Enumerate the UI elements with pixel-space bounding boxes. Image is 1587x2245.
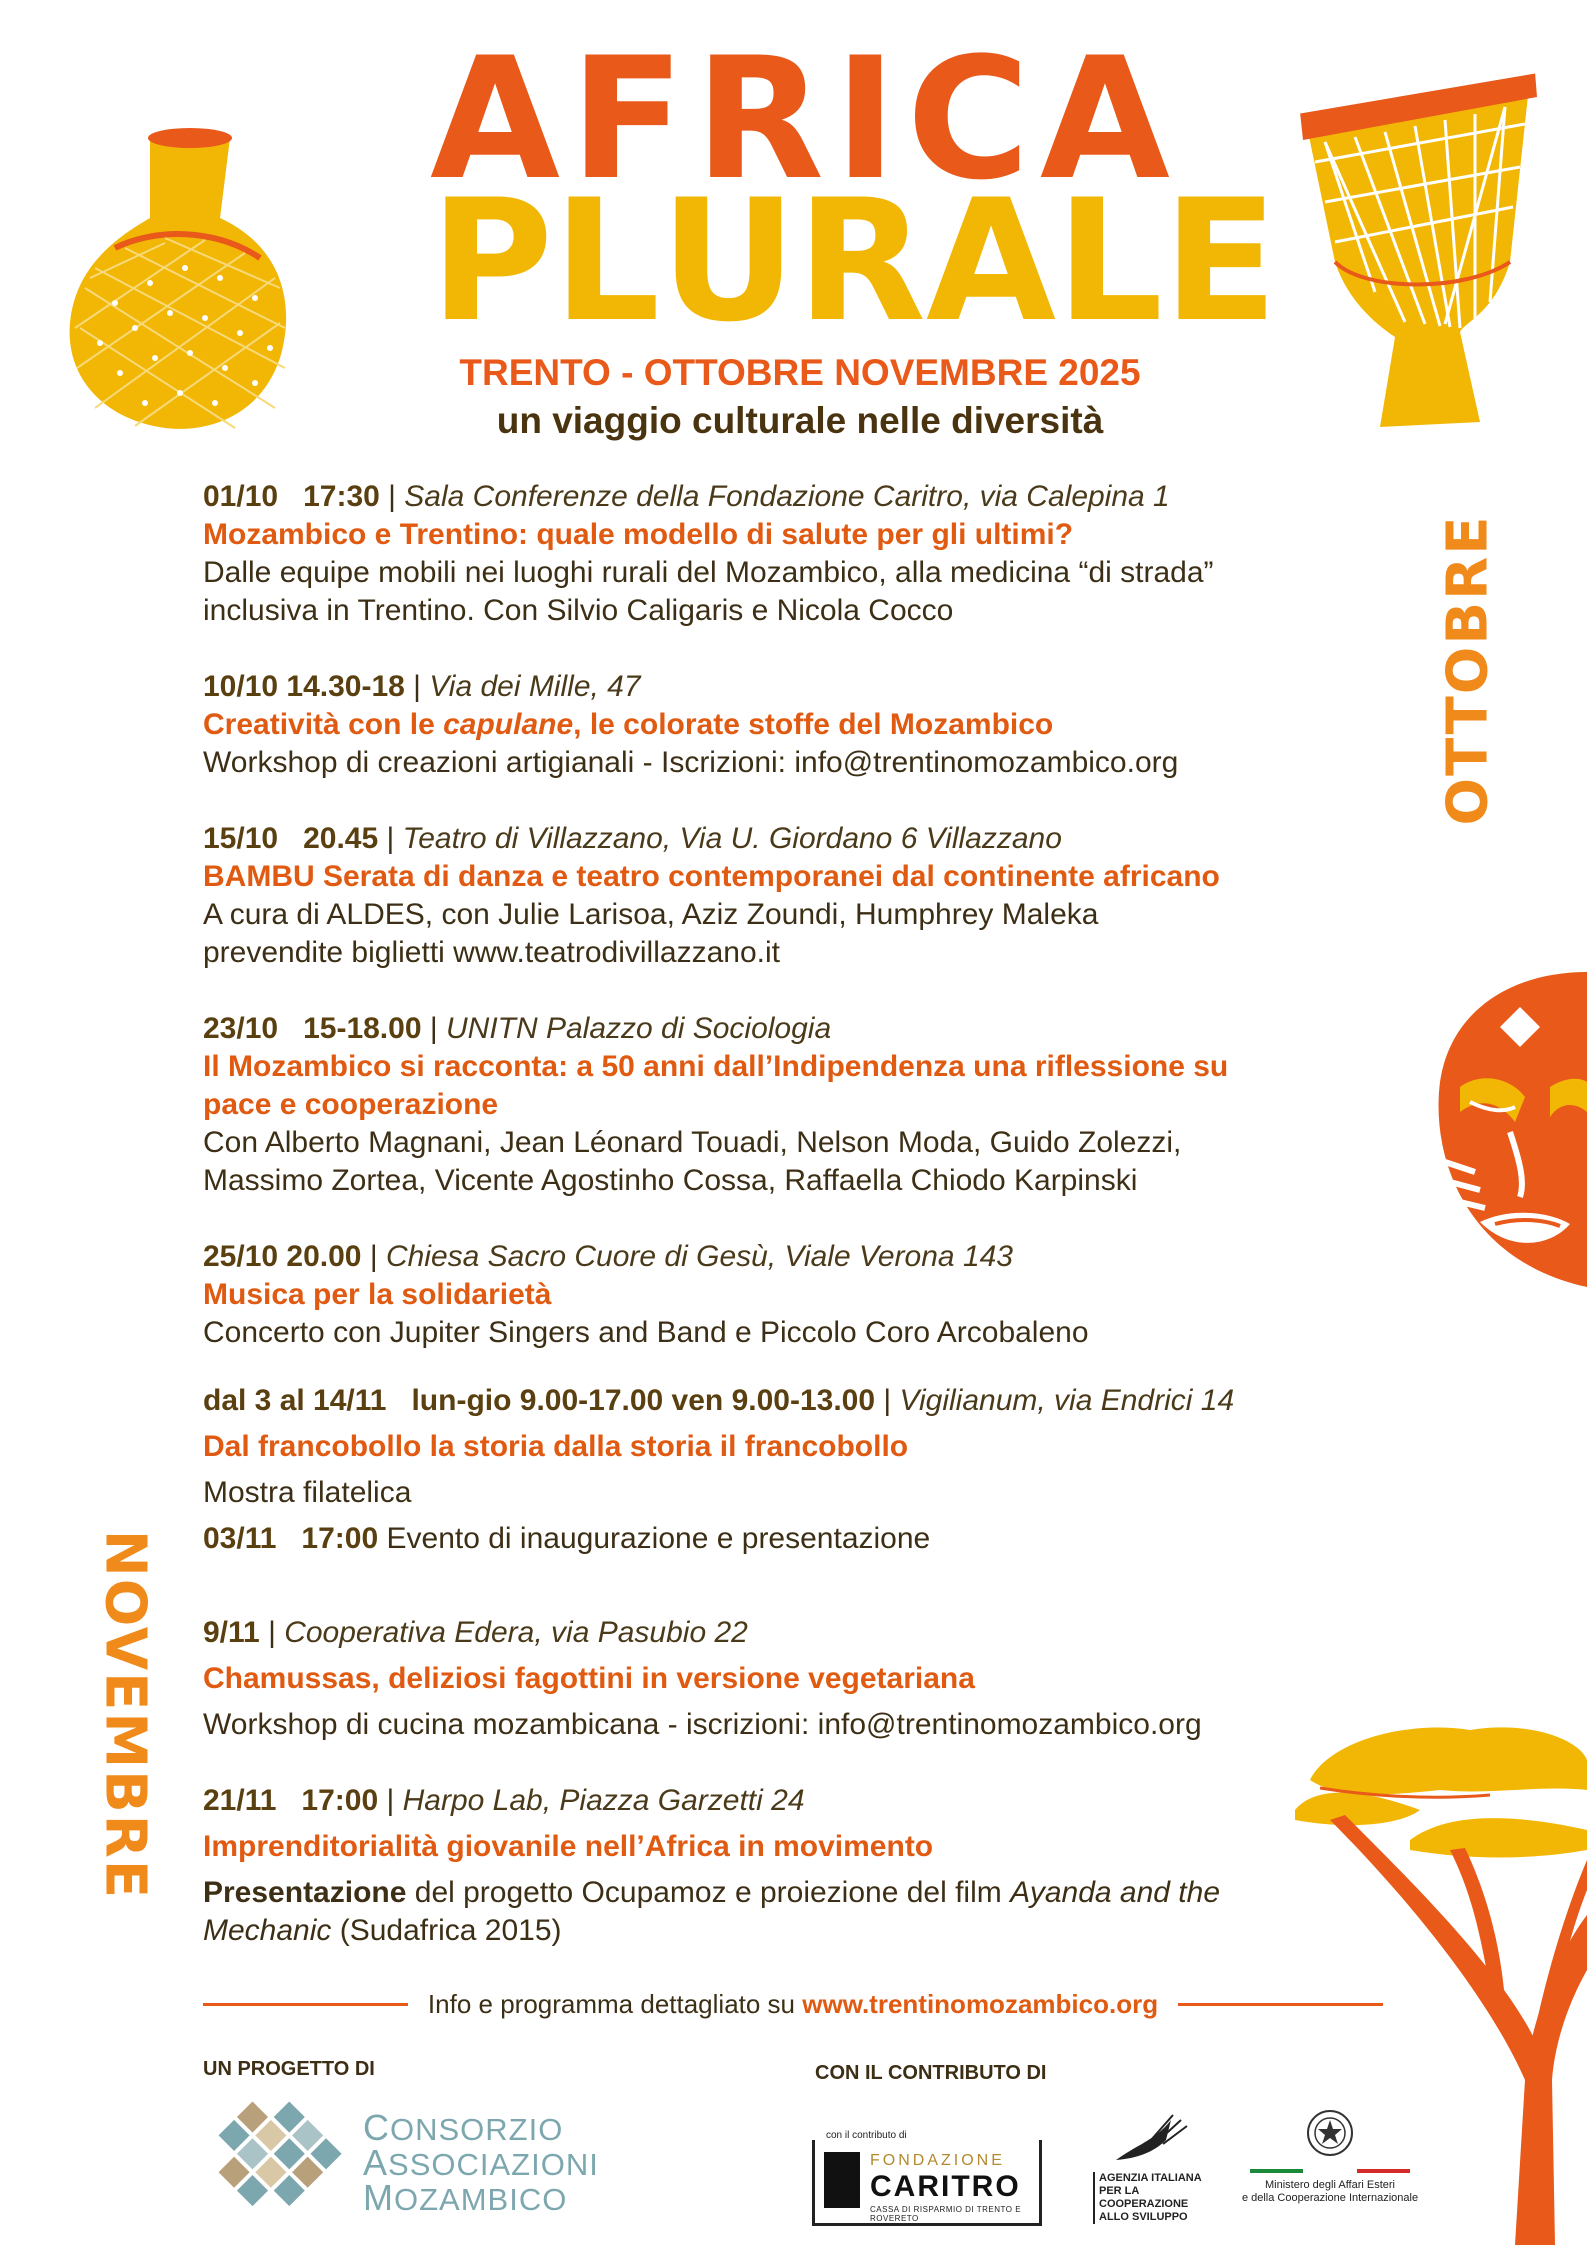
event-item <box>203 820 1393 972</box>
maeci-logo <box>1240 2108 1420 2228</box>
event-item <box>203 1382 1393 1558</box>
title-letter: A <box>926 163 1057 359</box>
caritro-caption: con il contributo di <box>822 2130 911 2141</box>
caritro-fondazione: FONDAZIONE <box>870 2152 1005 2169</box>
info-link[interactable]: www.trentinomozambico.org <box>802 1989 1159 2019</box>
caritro-emblem-icon <box>824 2152 860 2208</box>
title-letter: R <box>694 21 825 217</box>
title-letter: L <box>553 163 661 359</box>
italian-emblem-icon <box>1305 2108 1355 2158</box>
event-title: Musica per la solidarietà <box>203 1278 552 1311</box>
consorzio-rest: OZAMBICO <box>394 2181 568 2217</box>
event-desc-line: Mostra filatelica <box>203 1476 412 1509</box>
event-meta: 01/10 17:30 | Sala Conferenze della Fondazione Caritro, via Calepina 1 <box>203 480 1170 513</box>
title-letter: E <box>1163 163 1278 359</box>
event-desc-part: del progetto Ocupamoz e proiezione del film <box>406 1876 1011 1909</box>
event-meta: 23/10 15-18.00 | UNITN Palazzo di Sociologia <box>203 1012 832 1045</box>
title-plurale <box>430 163 1278 359</box>
title-letter: P <box>430 163 554 359</box>
event-when: 15/10 20.45 <box>203 822 379 855</box>
consorzio-cap: A <box>363 2141 389 2183</box>
event-title-part: , le colorate stoffe del Mozambico <box>573 708 1054 741</box>
event-desc-emphasis: Ayanda and the <box>1010 1876 1221 1909</box>
consorzio-logo <box>203 2098 599 2228</box>
event-when: 25/10 20.00 <box>203 1240 362 1273</box>
caritro-subtitle: CASSA DI RISPARMIO DI TRENTO E ROVERETO <box>870 2205 1022 2223</box>
title-letter: U <box>660 163 797 359</box>
event-place: Harpo Lab, Piazza Garzetti 24 <box>402 1784 805 1817</box>
djembe-drum-illustration <box>1285 62 1550 432</box>
event-meta: dal 3 al 14/11 lun-gio 9.00-17.00 ven 9.00-13.00 | Vigilianum, via Endrici 14 <box>203 1384 1235 1417</box>
label-project-by: UN PROGETTO DI <box>203 2058 375 2080</box>
event-item <box>203 1238 1393 1352</box>
title-letter: L <box>1056 163 1164 359</box>
event-desc-line: prevendite biglietti www.teatrodivillazzano.it <box>203 936 780 969</box>
event-title-line: Il Mozambico si racconta: a 50 anni dall’Indipendenza una riflessione su <box>203 1050 1229 1083</box>
subtitle-dates: TRENTO - OTTOBRE NOVEMBRE 2025 <box>459 352 1141 393</box>
event-desc-line: Concerto con Jupiter Singers and Band e Piccolo Coro Arcobaleno <box>203 1316 1089 1349</box>
event-title <box>203 706 1393 744</box>
event-item <box>203 668 1393 782</box>
italian-flag-stripe <box>1250 2169 1410 2173</box>
event-when: 21/11 17:00 <box>203 1784 379 1817</box>
event-when: 23/10 15-18.00 <box>203 1012 422 1045</box>
event-title: Imprenditorialità giovanile nell’Africa in movimento <box>203 1830 934 1863</box>
subtitle-tagline: un viaggio culturale nelle diversità <box>496 400 1104 441</box>
consorzio-rest: SSOCIAZIONI <box>388 2146 599 2182</box>
event-desc-line: Workshop di creazioni artigianali - Iscrizioni: info@trentinomozambico.org <box>203 746 1179 779</box>
event-place: UNITN Palazzo di Sociologia <box>445 1012 832 1045</box>
event-when: 10/10 14.30-18 <box>203 670 405 703</box>
dove-icon <box>1111 2110 1191 2170</box>
event-item <box>203 1614 1393 1744</box>
event-when: dal 3 al 14/11 lun-gio 9.00-17.00 ven 9.00-13.00 <box>203 1384 876 1417</box>
maeci-text <box>1240 2179 1420 2205</box>
event-subitem <box>203 1520 1393 1558</box>
event-desc-line: Dalle equipe mobili nei luoghi rurali del Mozambico, alla medicina “di strada” <box>203 556 1214 589</box>
caritro-name: CARITRO <box>870 2170 1021 2203</box>
title-block <box>430 21 1278 442</box>
event-title-part: Creatività con le <box>203 708 444 741</box>
event-title-line: pace e cooperazione <box>203 1088 499 1121</box>
event-when: 01/10 17:30 <box>203 480 380 513</box>
event-item <box>203 1010 1393 1200</box>
event-meta: 21/11 17:00 | Harpo Lab, Piazza Garzetti 24 <box>203 1784 805 1817</box>
gourd-illustration <box>55 108 295 438</box>
event-desc-part: (Sudafrica 2015) <box>331 1914 562 1947</box>
aics-line: PER LA COOPERAZIONE <box>1099 2185 1189 2210</box>
event-desc-line: A cura di ALDES, con Julie Larisoa, Aziz Zoundi, Humphrey Maleka <box>203 898 1099 931</box>
event-title: Mozambico e Trentino: quale modello di salute per gli ultimi? <box>203 518 1074 551</box>
info-text <box>408 1989 1178 2020</box>
event-meta: 15/10 20.45 | Teatro di Villazzano, Via U. Giordano 6 Villazzano <box>203 822 1062 855</box>
event-desc-bold: Presentazione <box>203 1876 407 1909</box>
month-text: OTTOBRE <box>1435 514 1501 826</box>
consorzio-cap: M <box>363 2176 394 2218</box>
event-desc-line <box>203 1874 1393 1912</box>
event-title-emphasis: capulane <box>443 708 574 741</box>
info-row <box>203 1989 1383 2020</box>
event-desc-line: Workshop di cucina mozambicana - iscrizioni: info@trentinomozambico.org <box>203 1708 1202 1741</box>
consorzio-line <box>363 2141 599 2183</box>
event-desc-line <box>203 1912 1393 1950</box>
event-item <box>203 478 1393 630</box>
maeci-line: e della Cooperazione Internazionale <box>1241 2192 1419 2204</box>
event-subitem-text: Evento di inaugurazione e presentazione <box>386 1522 931 1555</box>
event-title: Chamussas, deliziosi fagottini in versione vegetariana <box>203 1662 975 1695</box>
consorzio-line <box>363 2176 599 2218</box>
divider <box>1178 2003 1383 2006</box>
event-meta: 9/11 | Cooperativa Edera, via Pasubio 22 <box>203 1616 748 1649</box>
consorzio-name <box>363 2106 599 2218</box>
consorzio-cap: C <box>363 2106 390 2148</box>
event-desc-line: Massimo Zortea, Vicente Agostinho Cossa, Raffaella Chiodo Karpinski <box>203 1164 1138 1197</box>
aics-text <box>1093 2172 1213 2224</box>
event-meta: 25/10 20.00 | Chiesa Sacro Cuore di Gesù, Viale Verona 143 <box>203 1240 1013 1273</box>
event-meta: 10/10 14.30-18 | Via dei Mille, 47 <box>203 670 641 703</box>
title-letter: R <box>796 163 926 359</box>
consorzio-mark-icon <box>203 2098 343 2228</box>
title-letter: A <box>430 21 561 217</box>
event-place: Teatro di Villazzano, Via U. Giordano 6 Villazzano <box>402 822 1062 855</box>
event-desc-line: Con Alberto Magnani, Jean Léonard Touadi, Nelson Moda, Guido Zolezzi, <box>203 1126 1182 1159</box>
title-letter: I <box>834 21 897 217</box>
aics-logo <box>1093 2110 1213 2225</box>
caritro-logo <box>812 2130 1042 2230</box>
event-desc-line: inclusiva in Trentino. Con Silvio Caligaris e Nicola Cocco <box>203 594 954 627</box>
event-place: Sala Conferenze della Fondazione Caritro, via Calepina 1 <box>404 480 1170 513</box>
event-title: BAMBU Serata di danza e teatro contemporanei dal continente africano <box>203 860 1220 893</box>
consorzio-line <box>363 2106 599 2148</box>
event-list <box>203 478 1393 1988</box>
event-title: Dal francobollo la storia dalla storia il francobollo <box>203 1430 909 1463</box>
event-when: 03/11 17:00 <box>203 1522 379 1555</box>
aics-line: AGENZIA ITALIANA <box>1099 2172 1202 2184</box>
event-item <box>203 1782 1393 1950</box>
event-place: Chiesa Sacro Cuore di Gesù, Viale Verona 143 <box>385 1240 1013 1273</box>
title-letter: F <box>570 21 685 217</box>
divider <box>203 2003 408 2006</box>
event-when: 9/11 <box>203 1616 260 1649</box>
title-letter: A <box>1039 21 1170 217</box>
event-desc-emphasis: Mechanic <box>203 1914 332 1947</box>
event-place: Vigilianum, via Endrici 14 <box>899 1384 1235 1417</box>
maeci-line: Ministero degli Affari Esteri <box>1264 2179 1396 2191</box>
consorzio-rest: ONSORZIO <box>390 2111 564 2147</box>
info-label: Info e programma dettagliato su <box>427 1989 803 2019</box>
event-place: Via dei Mille, 47 <box>429 670 641 703</box>
label-contribution-by: CON IL CONTRIBUTO DI <box>815 2062 1047 2084</box>
tribal-mask-illustration <box>1400 962 1587 1292</box>
month-text: NOVEMBRE <box>92 1529 158 1901</box>
event-place: Cooperativa Edera, via Pasubio 22 <box>284 1616 748 1649</box>
aics-line: ALLO SVILUPPO <box>1099 2211 1188 2223</box>
title-letter: C <box>906 21 1030 217</box>
